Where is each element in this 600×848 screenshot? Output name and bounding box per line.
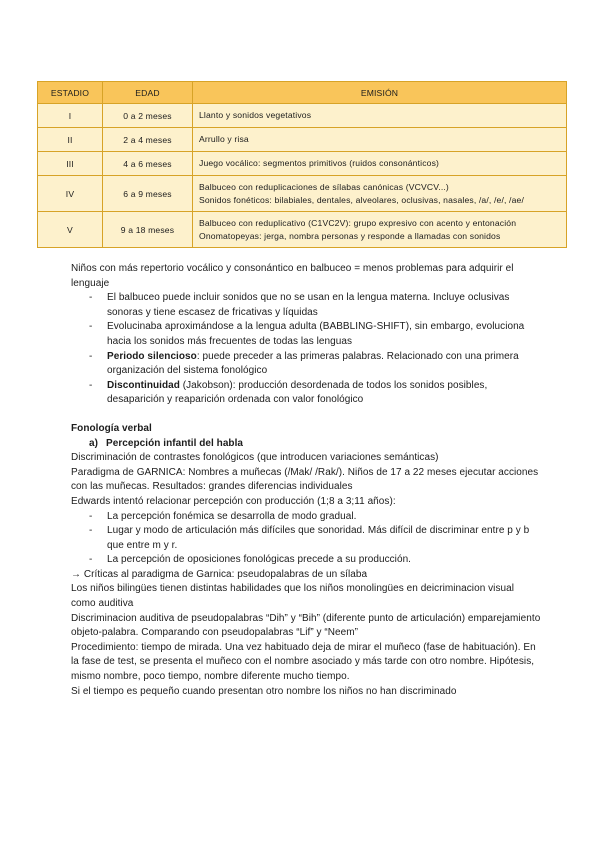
age-cell: 9 a 18 meses	[103, 212, 193, 248]
list-item-text: : puede preceder a las primeras palabras. Relacionado con una primera organización del sistema fonológico	[107, 350, 519, 377]
header-estadio: ESTADIO	[38, 82, 103, 104]
emission-line: Sonidos fonéticos: bilabiales, dentales, alveolares, oclusivas, nasales, /a/, /e/, /ae/	[199, 194, 524, 205]
paragraph: Edwards intentó relacionar percepción con producción (1;8 a 3;11 años):	[71, 495, 396, 507]
edwards-list	[71, 510, 541, 568]
list-item	[107, 350, 541, 379]
paragraph: Paradigma de GARNICA: Nombres a muñecas (/Mak/ /Rak/). Niños de 17 a 22 meses ejecutar acciones con las muñecas. Resultados: grandes diferencias individuales	[71, 466, 539, 493]
list-item: - La percepción fonémica se desarrolla de modo gradual.	[107, 510, 541, 525]
stage-cell: IV	[38, 176, 103, 212]
emission-line: Juego vocálico: segmentos primitivos (ruidos consonánticos)	[199, 158, 440, 169]
list-item: - Lugar y modo de articulación más difíciles que sonoridad. Más difícil de discriminar entre p y b que entre m y r.	[107, 524, 541, 553]
section-heading: Fonología verbal	[71, 422, 152, 434]
list-item-text: (Jakobson): producción desordenada de todos los sonidos posibles, desaparición y reaparición ordenada con valor fonológico	[107, 379, 488, 406]
term-periodo-silencioso: Periodo silencioso	[107, 350, 197, 362]
table-row	[38, 152, 567, 176]
list-item: - Evolucinaba aproximándose a la lengua adulta (BABBLING-SHIFT), sin embargo, evoluciona hacia los sonidos más frecuentes de todas las lenguas	[107, 320, 541, 349]
paragraph: Los niños bilingües tienen distintas habilidades que los niños monolingües en deicriminacion visual como auditiva	[71, 583, 515, 610]
paragraph: Si el tiempo es pequeño cuando presentan otro nombre los niños no han discriminado	[71, 685, 457, 697]
paragraph: Discriminación de contrastes fonológicos (que introducen variaciones semánticas)	[71, 452, 439, 464]
emission-cell	[193, 128, 567, 152]
emission-line: Balbuceo con reduplicaciones de sílabas canónicas (VCVCV...)	[199, 182, 449, 192]
paragraph: Discriminacion auditiva de pseudopalabras “Dih” y “Bih” (diferente punto de articulación) emparejamiento objeto-palabra. Comparando con pseudopalabras “Lif” y “Neem”	[71, 612, 541, 639]
intro-paragraph: Niños con más repertorio vocálico y consonántico en balbuceo = menos problemas para adquirir el lenguaje	[71, 263, 514, 289]
emission-cell	[193, 176, 567, 212]
body-text	[71, 262, 541, 699]
list-item: - La percepción de oposiciones fonológicas precede a su producción.	[107, 553, 541, 568]
table-row	[38, 104, 567, 128]
emission-line: Balbuceo con reduplicativo (C1VC2V): grupo expresivo con acento y entonación	[199, 218, 517, 228]
age-cell: 2 a 4 meses	[103, 128, 193, 152]
stage-cell: III	[38, 152, 103, 176]
subsection-title: Percepción infantil del habla	[106, 437, 244, 449]
age-cell: 6 a 9 meses	[103, 176, 193, 212]
table-row	[38, 176, 567, 212]
emission-cell	[193, 212, 567, 248]
stages-table	[37, 81, 567, 248]
subsection-label: a)	[89, 437, 98, 449]
age-cell: 0 a 2 meses	[103, 104, 193, 128]
list-item	[107, 379, 541, 408]
paragraph: Procedimiento: tiempo de mirada. Una vez habituado deja de mirar el muñeco (fase de habituación). En la fase de test, se presenta el muñeco con el nombre asociado y más tarde con otro nombre. Hipótesis, mismo nombre, poco tiempo, nombre diferente mucho tiempo.	[71, 641, 536, 683]
term-discontinuidad: Discontinuidad	[107, 379, 180, 391]
stage-cell: V	[38, 212, 103, 248]
subsection-heading	[71, 437, 541, 452]
table-row	[38, 212, 567, 248]
emission-cell	[193, 104, 567, 128]
emission-line: Onomatopeyas: jerga, nombra personas y responde a llamadas con sonidos	[199, 230, 501, 241]
emission-line: Llanto y sonidos vegetativos	[199, 110, 312, 121]
stage-cell: II	[38, 128, 103, 152]
age-cell: 4 a 6 meses	[103, 152, 193, 176]
emission-line: Arrullo y risa	[199, 134, 249, 145]
list-item: - El balbuceo puede incluir sonidos que no se usan en la lengua materna. Incluye oclusivas sonoras y tiene escasez de fricativas y líquidas	[107, 291, 541, 320]
stage-cell: I	[38, 104, 103, 128]
table-row	[38, 128, 567, 152]
paragraph: → Críticas al paradigma de Garnica: pseudopalabras de un sílaba	[71, 568, 368, 580]
babbling-list	[71, 291, 541, 408]
header-emision: EMISIÓN	[193, 82, 567, 104]
table-header-row	[38, 82, 567, 104]
emission-cell	[193, 152, 567, 176]
header-edad: EDAD	[103, 82, 193, 104]
